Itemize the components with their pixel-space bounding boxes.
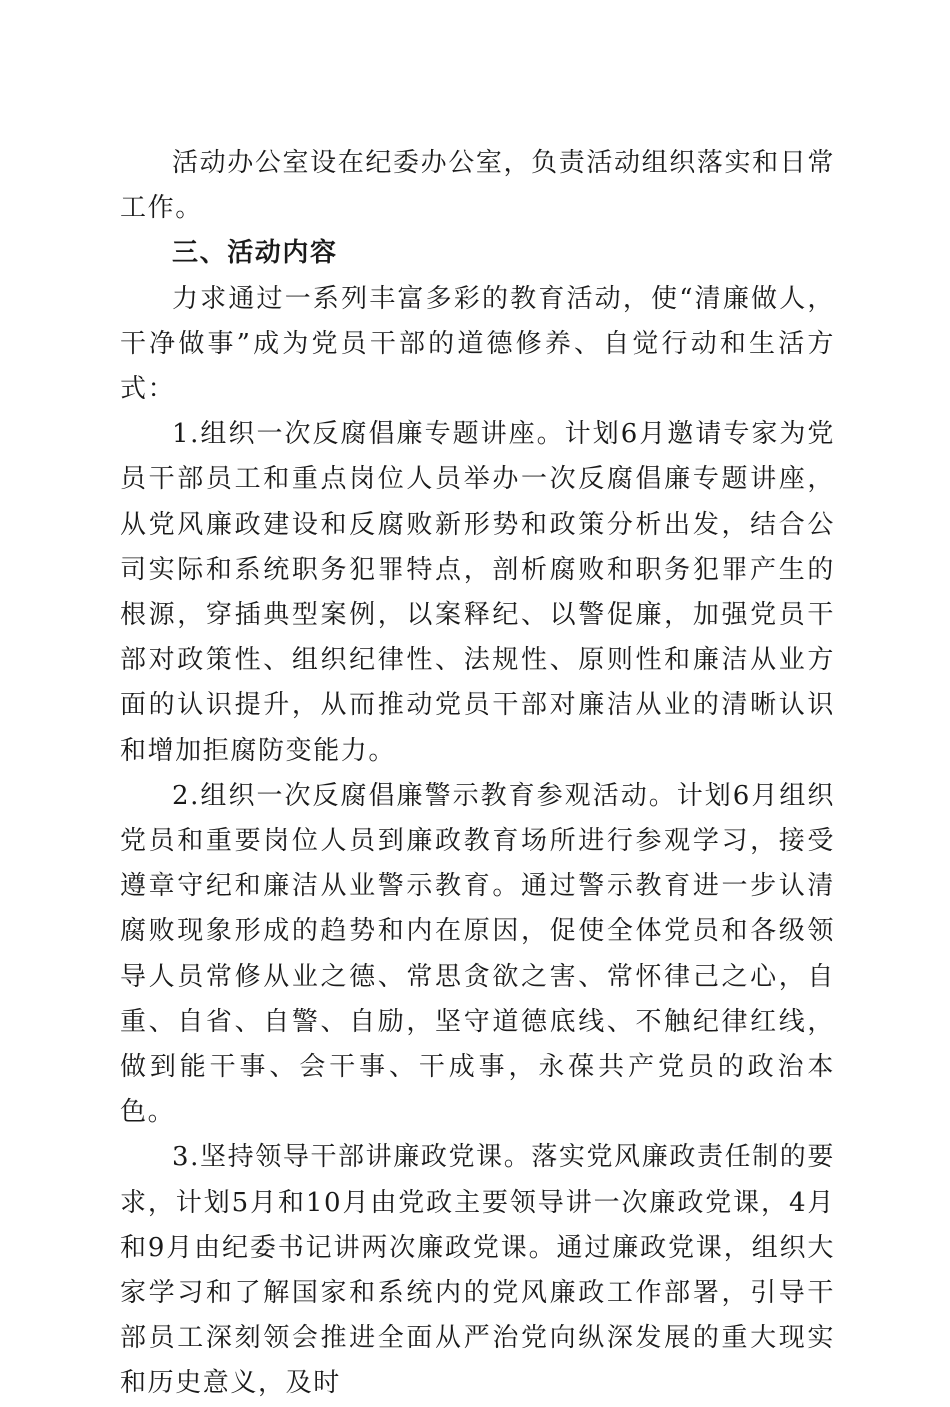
section-heading-activity-content: 三、活动内容 [172,238,338,269]
paragraph-activity-goal: 力求通过一系列丰富多彩的教育活动，使“清廉做人，干净做事”成为党员干部的道德修养、自觉行动和生活方式： [120,283,835,405]
paragraph-item-2-visit: 2.组织一次反腐倡廉警示教育参观活动。计划6月组织党员和重要岗位人员到廉政教育场所进行参观学习，接受遵章守纪和廉洁从业警示教育。通过警示教育进一步认清腐败现象形成的趋势和内在原因，促使全体党员和各级领导人员常修从业之德、常思贪欲之害、常怀律己之心，自重、自省、自警、自励，坚守道德底线、不触纪律红线，做到能干事、会干事、干成事，永葆共产党员的政治本色。 [120,780,835,1128]
document-body [120,141,835,1407]
paragraph-item-3-party-lecture: 3.坚持领导干部讲廉政党课。落实党风廉政责任制的要求，计划5月和10月由党政主要领导讲一次廉政党课，4月和9月由纪委书记讲两次廉政党课。通过廉政党课，组织大家学习和了解国家和系统内的党风廉政工作部署，引导干部员工深刻领会推进全面从严治党向纵深发展的重大现实和历史意义，及时 [120,1142,835,1399]
paragraph-item-1-lecture: 1.组织一次反腐倡廉专题讲座。计划6月邀请专家为党员干部员工和重点岗位人员举办一次反腐倡廉专题讲座，从党风廉政建设和反腐败新形势和政策分析出发，结合公司实际和系统职务犯罪特点，剖析腐败和职务犯罪产生的根源，穿插典型案例，以案释纪、以警促廉，加强党员干部对政策性、组织纪律性、法规性、原则性和廉洁从业方面的认识提升，从而推动党员干部对廉洁从业的清晰认识和增加拒腐防变能力。 [120,419,835,766]
paragraph-office-intro: 活动办公室设在纪委办公室，负责活动组织落实和日常工作。 [120,148,835,224]
